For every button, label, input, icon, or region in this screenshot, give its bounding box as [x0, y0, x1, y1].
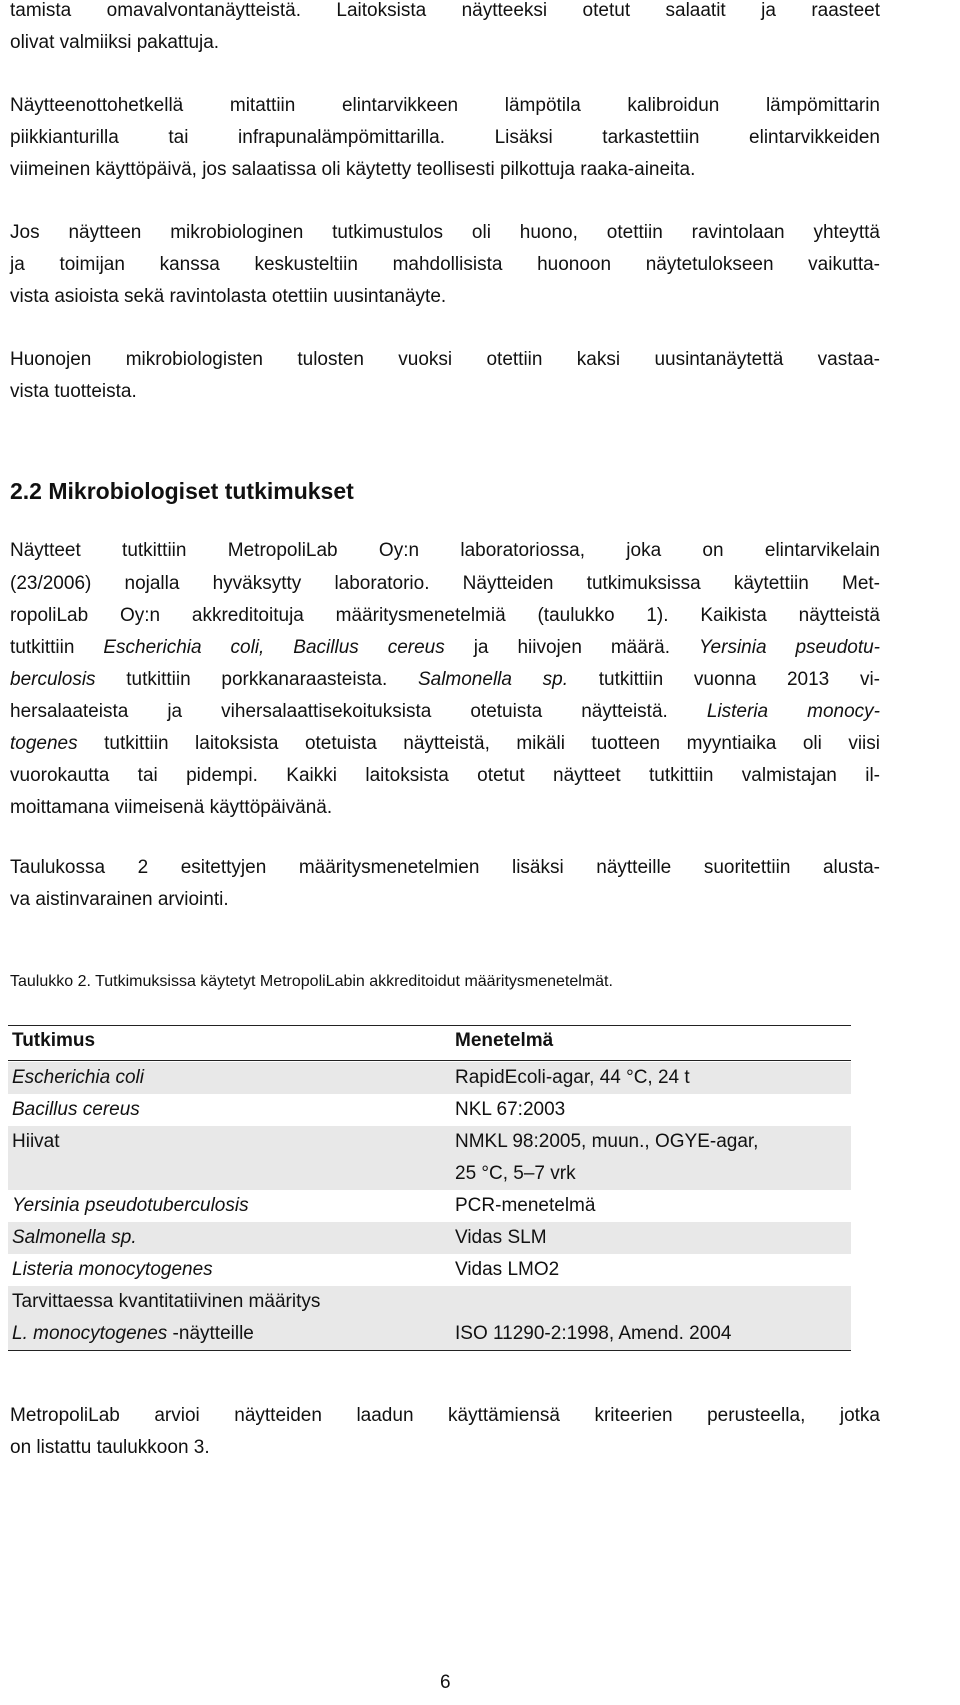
- text-line: vista asioista sekä ravintolasta otettiin uusintanäyte.: [10, 286, 447, 307]
- text-line: vista tuotteista.: [10, 381, 137, 402]
- section-heading: 2.2 Mikrobiologiset tutkimukset: [10, 478, 354, 504]
- text-line: [10, 765, 880, 787]
- table-cell-method: PCR-menetelmä: [455, 1195, 596, 1216]
- italic-text: Listeria monocy-: [706, 701, 880, 722]
- text-line: [10, 637, 880, 659]
- table-cell-method: RapidEcoli-agar, 44 °C, 24 t: [455, 1067, 690, 1088]
- text-line: piikkianturilla tai infrapunalämpömittarilla. Lisäksi tarkastettiin elintarvikkeiden: [10, 127, 880, 148]
- table-top-rule: [8, 1025, 851, 1026]
- table-cell-method: Vidas SLM: [455, 1227, 547, 1248]
- text-line: olivat valmiiksi pakattuja.: [10, 32, 220, 53]
- text-line: MetropoliLab arvioi näytteiden laadun käyttämiensä kriteerien perusteella, jotka: [10, 1405, 880, 1426]
- table-header-cell: Menetelmä: [455, 1030, 554, 1051]
- text-line: Huonojen mikrobiologisten tulosten vuoksi otettiin kaksi uusintanäytettä vastaa-: [10, 349, 880, 370]
- text-line: [10, 669, 880, 691]
- text-line: [10, 605, 880, 627]
- text-run: vuorokautta tai pidempi. Kaikki laitoksista otetut näytteet tutkittiin valmistajan il-: [10, 765, 880, 786]
- text-line: [10, 540, 880, 562]
- text-line: [10, 733, 880, 755]
- table-cell-study: [12, 1131, 60, 1153]
- italic-text: Salmonella sp.: [417, 669, 569, 690]
- table-header-rule: [8, 1060, 851, 1061]
- table-cell-study: [12, 1227, 137, 1249]
- text-run: tutkittiin: [10, 637, 104, 658]
- text-run: ropoliLab Oy:n akkreditoituja määritysmenetelmiä (taulukko 1). Kaikista näytteistä: [10, 605, 880, 626]
- table-cell-method: NMKL 98:2005, muun., OGYE-agar,: [455, 1131, 759, 1152]
- table-caption: Taulukko 2. Tutkimuksissa käytetyt MetropoliLabin akkreditoidut määritysmenetelmät.: [10, 973, 613, 990]
- table-cell-study: [12, 1323, 254, 1345]
- table-cell-method: 25 °C, 5–7 vrk: [455, 1163, 576, 1184]
- italic-text: Bacillus cereus: [12, 1099, 140, 1120]
- italic-text: Listeria monocytogenes: [12, 1259, 213, 1280]
- text-line: on listattu taulukkoon 3.: [10, 1437, 210, 1458]
- page-number: 6: [440, 1672, 451, 1693]
- table-cell-study: [12, 1259, 213, 1281]
- text-run: Näytteet tutkittiin MetropoliLab Oy:n laboratoriossa, joka on elintarvikelain: [10, 540, 880, 561]
- text-run: tutkittiin porkkanaraasteista.: [95, 669, 418, 690]
- table-cell-study: [12, 1291, 320, 1313]
- italic-text: Yersinia pseudotuberculosis: [12, 1195, 249, 1216]
- table-cell-method: Vidas LMO2: [455, 1259, 560, 1280]
- text-run: (23/2006) nojalla hyväksytty laboratorio. Näytteiden tutkimuksissa käytettiin Met-: [10, 573, 880, 594]
- text-line: Jos näytteen mikrobiologinen tutkimustulos oli huono, otettiin ravintolaan yhteyttä: [10, 222, 880, 243]
- text-line: ja toimijan kanssa keskusteltiin mahdollisista huonoon näytetulokseen vaikutta-: [10, 254, 880, 275]
- text-run: tutkittiin vuonna 2013 vi-: [568, 669, 880, 690]
- italic-text: Escherichia coli: [12, 1067, 144, 1088]
- text-run: moittamana viimeisenä käyttöpäivänä.: [10, 797, 333, 818]
- table-header-cell: Tutkimus: [12, 1030, 96, 1051]
- text-line: [10, 701, 880, 723]
- text-run: ja hiivojen määrä.: [444, 637, 699, 658]
- text-line: Taulukossa 2 esitettyjen määritysmenetelmien lisäksi näytteille suoritettiin alusta-: [10, 857, 880, 878]
- table-cell-method: ISO 11290-2:1998, Amend. 2004: [455, 1323, 732, 1344]
- italic-text: togenes: [10, 733, 78, 754]
- text-line: Näytteenottohetkellä mitattiin elintarvikkeen lämpötila kalibroidun lämpömittarin: [10, 95, 880, 116]
- text-line: [10, 573, 880, 595]
- text-line: tamista omavalvontanäytteistä. Laitoksista näytteeksi otetut salaatit ja raasteet: [10, 0, 880, 21]
- table-cell-study: [12, 1099, 140, 1121]
- text-line: [10, 797, 880, 819]
- italic-text: L. monocytogenes: [12, 1323, 168, 1344]
- italic-text: Escherichia coli, Bacillus cereus: [103, 637, 445, 658]
- text-line: viimeinen käyttöpäivä, jos salaatissa oli käytetty teollisesti pilkottuja raaka-aineita.: [10, 159, 696, 180]
- text-run: Tarvittaessa kvantitatiivinen määritys: [12, 1291, 321, 1312]
- italic-text: berculosis: [10, 669, 96, 690]
- table-cell-study: [12, 1195, 249, 1217]
- table-cell-study: [12, 1067, 144, 1089]
- text-line: va aistinvarainen arviointi.: [10, 889, 229, 910]
- text-run: -näytteille: [167, 1323, 254, 1344]
- italic-text: Yersinia pseudotu-: [698, 637, 880, 658]
- table-cell-method: NKL 67:2003: [455, 1099, 566, 1120]
- table-bottom-rule: [8, 1350, 851, 1351]
- italic-text: Salmonella sp.: [12, 1227, 137, 1248]
- text-run: hersalaateista ja vihersalaattisekoituksista otetuista näytteistä.: [10, 701, 707, 722]
- text-run: tutkittiin laitoksista otetuista näytteistä, mikäli tuotteen myyntiaika oli viisi: [77, 733, 880, 754]
- text-run: Hiivat: [12, 1131, 60, 1152]
